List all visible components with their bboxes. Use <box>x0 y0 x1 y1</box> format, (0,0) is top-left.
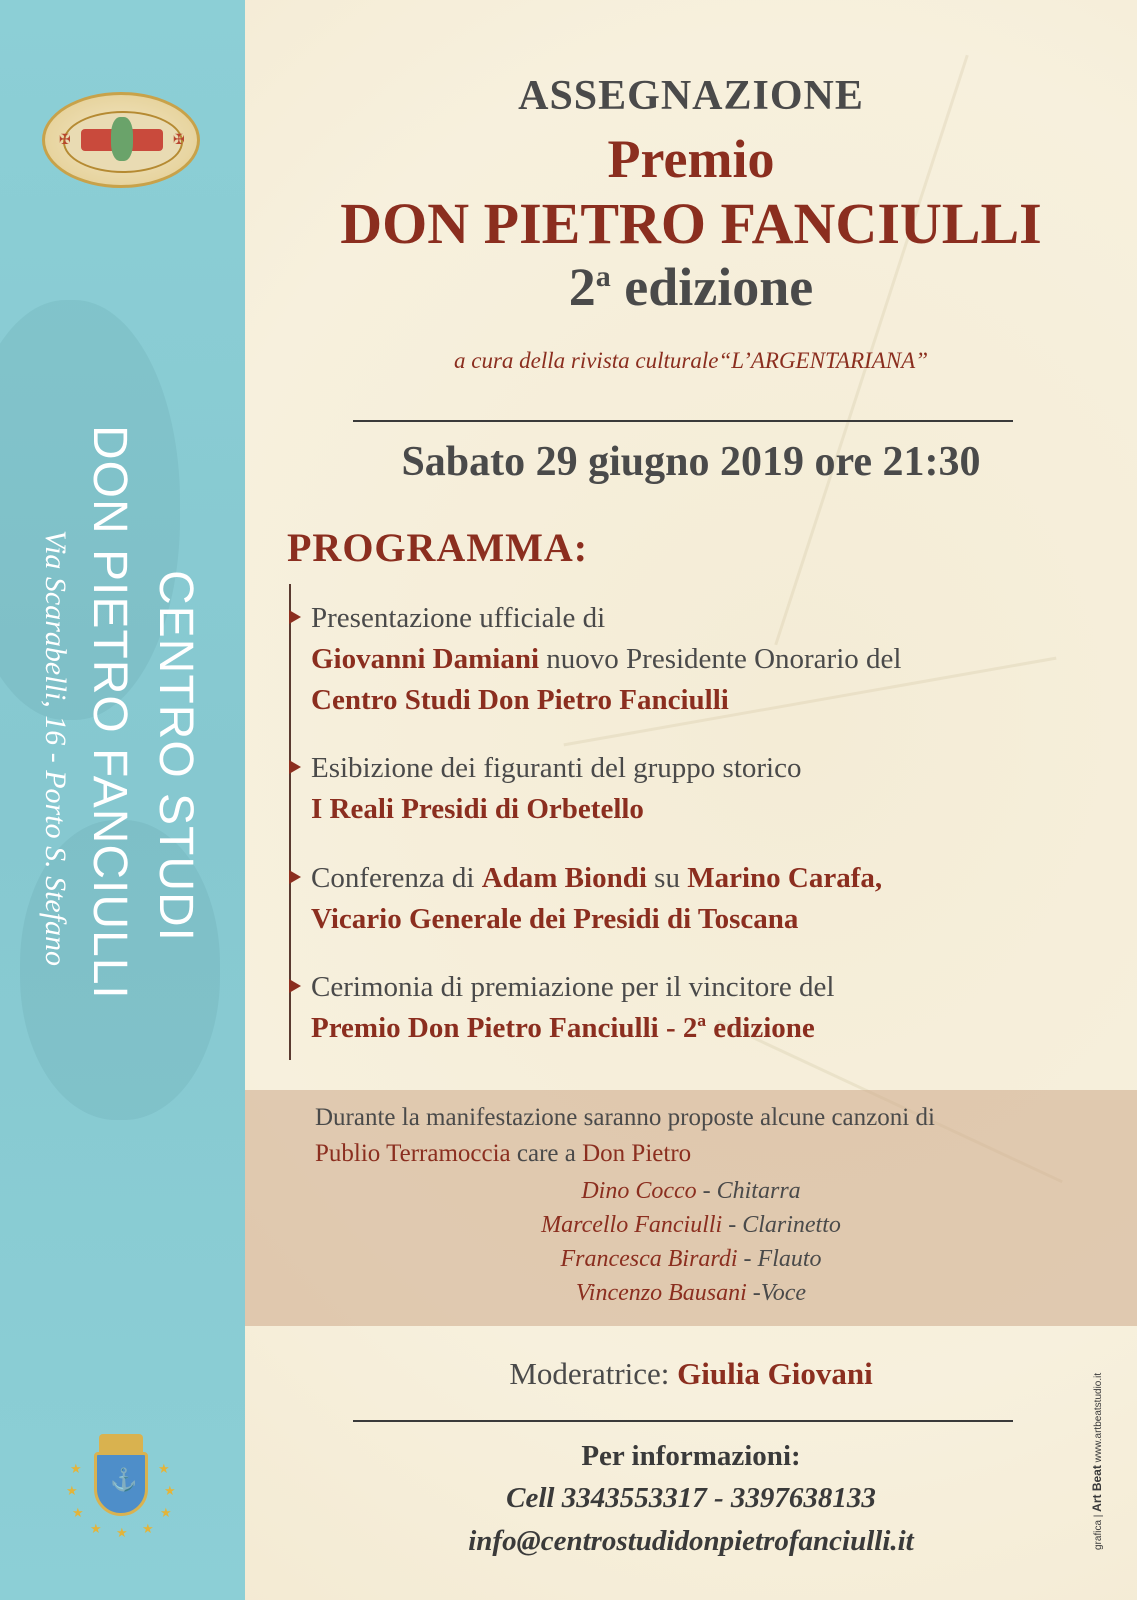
music-line1: Durante la manifestazione saranno proposte alcune canzoni di <box>315 1104 935 1131</box>
item-highlight: Marino Carafa, <box>687 862 883 894</box>
arrow-icon <box>289 870 301 884</box>
star-icon: ★ <box>72 1506 84 1521</box>
emblem-logo <box>42 92 200 188</box>
heading-assegnazione: ASSEGNAZIONE <box>518 73 864 119</box>
star-icon: ★ <box>70 1462 82 1477</box>
music-band <box>245 1090 1137 1326</box>
item-highlight: Adam Biondi <box>481 862 647 894</box>
item-highlight: Premio Don Pietro Fanciulli - 2ª edizione <box>311 1012 815 1044</box>
music-intro <box>315 1100 1105 1172</box>
main-content <box>245 0 1137 1600</box>
star-icon: ★ <box>90 1522 102 1537</box>
item-text: Esibizione dei figuranti del gruppo storico <box>311 752 802 784</box>
musician-row <box>245 1280 1137 1307</box>
musician-role: - Flauto <box>737 1246 822 1272</box>
town-crest-logo <box>66 1422 176 1540</box>
musician-name: Vincenzo Bausani <box>575 1280 747 1306</box>
item-text: nuovo Presidente Onorario del <box>539 643 902 675</box>
org-address: Via Scarabelli, 16 - Porto S. Stefano <box>39 530 72 967</box>
musician-role: - Clarinetto <box>722 1212 841 1238</box>
graphic-credit: grafica | Art Beat www.artbeatstudio.it <box>1090 1372 1104 1550</box>
edition-word: edizione <box>624 257 814 317</box>
divider <box>353 420 1013 422</box>
star-icon: ★ <box>116 1526 128 1541</box>
cross-icon: ✠ <box>173 132 185 148</box>
emblem-figure <box>111 117 133 161</box>
cross-icon: ✠ <box>59 132 71 148</box>
musician-name: Dino Cocco <box>581 1178 697 1204</box>
programma-item <box>289 598 1109 721</box>
heading-award-name: DON PIETRO FANCIULLI <box>340 191 1042 256</box>
musician-name: Francesca Birardi <box>560 1246 738 1272</box>
crown-icon <box>99 1434 143 1452</box>
org-name-line2: DON PIETRO FANCIULLI <box>83 425 136 1000</box>
heading-edition <box>245 256 1137 318</box>
edition-superscript: a <box>595 260 611 293</box>
contacts-phone: Cell 3343553317 - 3397638133 <box>506 1482 876 1514</box>
star-icon: ★ <box>164 1484 176 1499</box>
item-highlight: I Reali Presidi di Orbetello <box>311 793 644 825</box>
credit-studio: Art Beat <box>1090 1465 1104 1512</box>
anchor-icon: ⚓ <box>110 1468 138 1493</box>
dedicatee-name: Don Pietro <box>582 1140 692 1167</box>
star-icon: ★ <box>142 1522 154 1537</box>
composer-name: Publio Terramoccia <box>315 1140 511 1167</box>
star-icon: ★ <box>160 1506 172 1521</box>
item-text: su <box>646 862 688 894</box>
arrow-icon <box>289 979 301 993</box>
musician-row <box>245 1246 1137 1273</box>
arrow-icon <box>289 760 301 774</box>
heading-premio: Premio <box>607 129 775 189</box>
item-text: Conferenza di <box>311 862 482 894</box>
sidebar <box>0 0 245 1600</box>
musician-row <box>245 1178 1137 1205</box>
musician-row <box>245 1212 1137 1239</box>
subtitle-cura: a cura della rivista culturale“L’ARGENTARIANA” <box>453 348 929 373</box>
programma-title: PROGRAMMA: <box>287 525 589 570</box>
item-text: Cerimonia di premiazione per il vincitore del <box>311 971 835 1003</box>
org-name-line1: CENTRO STUDI <box>149 570 202 942</box>
moderator-name: Giulia Giovani <box>677 1356 873 1391</box>
musician-name: Marcello Fanciulli <box>541 1212 723 1238</box>
programma-item <box>289 858 1109 940</box>
star-icon: ★ <box>158 1462 170 1477</box>
musician-role: -Voce <box>746 1280 807 1306</box>
programma-item <box>289 748 1109 830</box>
item-highlight: Centro Studi Don Pietro Fanciulli <box>311 684 729 716</box>
moderator-label: Moderatrice: <box>509 1356 678 1391</box>
credit-grafica: grafica <box>1093 1519 1104 1550</box>
music-care: care a <box>510 1140 583 1167</box>
contacts-email: info@centrostudidonpietrofanciulli.it <box>468 1525 914 1557</box>
edition-number: 2 <box>568 257 596 317</box>
item-highlight: Giovanni Damiani <box>311 643 540 675</box>
contacts-title: Per informazioni: <box>581 1440 801 1472</box>
programma-item <box>289 967 1109 1049</box>
item-text: Presentazione ufficiale di <box>311 602 606 634</box>
credit-url: www.artbeatstudio.it <box>1093 1372 1104 1463</box>
star-icon: ★ <box>66 1484 78 1499</box>
arrow-icon <box>289 610 301 624</box>
event-date: Sabato 29 giugno 2019 ore 21:30 <box>401 439 981 485</box>
item-highlight: Vicario Generale dei Presidi di Toscana <box>311 903 799 935</box>
musician-role: - Chitarra <box>696 1178 801 1204</box>
